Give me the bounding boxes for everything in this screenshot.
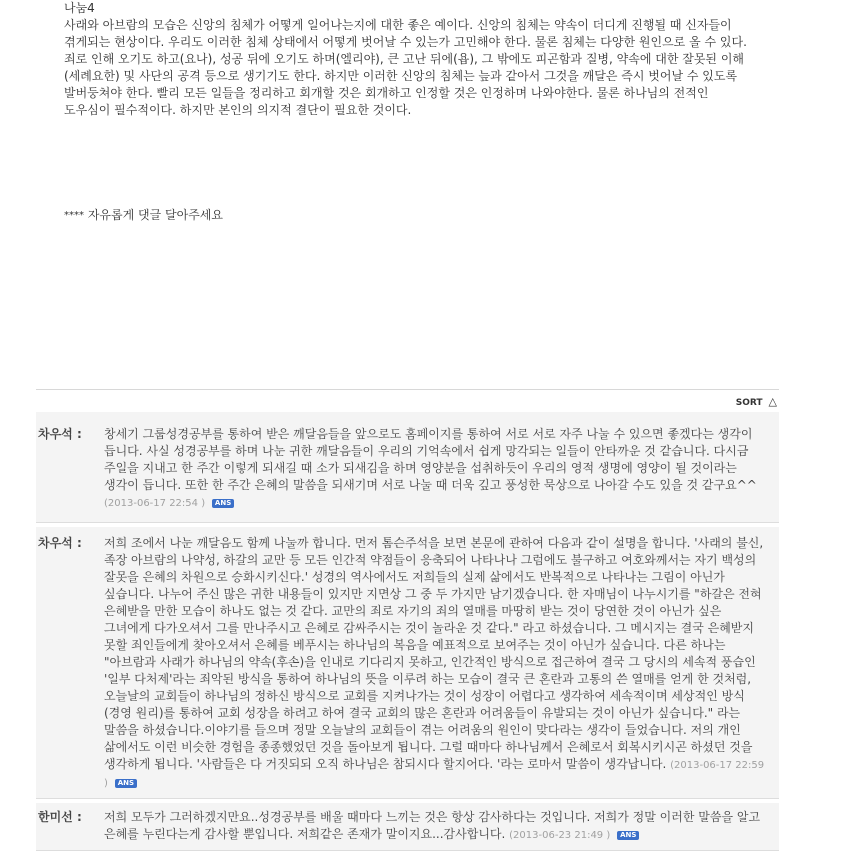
post-heading: 나눔4 xyxy=(64,1,95,15)
comment-date: (2013-06-17 22:59 ) xyxy=(104,760,765,789)
comment-text: 저희 조에서 나눈 깨달음도 함께 나눌까 합니다. 먼저 톰슨주석을 보면 본문에 관하여 다음과 같이 설명을 합니다. '사래의 불신, 족장 아브람의 나약성, 하갈의 교만 등 모든 인간적 약점들이 응축되어 나타나나 그럼에도 불구하고 여호와께서는 자기 백성의 잘못을 은혜의 차원으로 승화시키신다.' 성경의 역사에서도 저희들의 실제 삶에서도 반복적으로 나타나는 그림이 아닌가 싶습니다. 나누어 주신 많은 귀한 내용들이 있지만 지면상 그 중 두 가지만 남기겠습니다. 한 자매님이 나누시기를 "하갈은 전혀 은혜받을 만한 모습이 하나도 없는 것 같다. 교만의 죄로 자기의 죄의 열매를 마땅히 받는 것이 당연한 것이 아닌가 싶은 그녀에게 다가오셔서 그를 만나주시고 은혜로 감싸주시는 것이 놀라운 것 같다." 라고 하셨습니다. 그 메시지는 결국 은혜받지 못할 죄인들에게 찾아오셔서 은혜를 베푸시는 하나님의 복음을 예표적으로 보여주는 것이 아닌가 싶습니다. 다른 하나는 "아브람과 사래가 하나님의 약속(후손)을 인내로 기다리지 못하고, 인간적인 방식으로 접근하여 결국 그 당시의 세속적 풍습인 '일부 다처제'라는 죄악된 방식을 통하여 하나님의 뜻을 이루려 하는 모습이 결국 큰 혼란과 고통의 쓴 열매를 얻게 한 것처럼, 오늘날의 교회들이 하나님의 정하신 방식으로 교회를 지켜나가는 것이 성장이 어렵다고 생각하여 세속적이며 세상적인 방식(경영 원리)를 통하여 교회 성장을 하려고 하여 결국 교회의 많은 혼란과 어려움들이 유발되는 것이 아닌가 싶습니다." 라는 말씀을 하셨습니다.이야기를 들으며 정말 오늘날의 교회들이 겪는 어려움의 원인이 맞다라는 생각이 들었습니다. 저의 개인 삶에서도 이런 비슷한 경험을 종종했었던 것을 돌아보게 됩니다. 그럴 때마다 하나님께서 은혜로서 회복시키시곤 하셨던 것을 생각하게 됩니다. '사람들은 다 거짓되되 오직 하나님은 참되시다 할지어다. '라는 로마서 말씀이 생각납니다. xyxy=(104,536,764,771)
post-body: 사래와 아브람의 모습은 신앙의 침체가 어떻게 일어나는지에 대한 좋은 예이다. 신앙의 침체는 약속이 더디게 진행될 때 신자들이 겪게되는 현상이다. 우리도 이러한 침체 상태에서 어떻게 벗어날 수 있는가 고민해야 한다. 물론 침체는 다양한 원인으로 올 수 있다. 죄로 인해 오기도 하고(요나), 성공 뒤에 오기도 하며(엘리야), 큰 고난 뒤에(욥), 그 밖에도 피곤함과 질병, 약속에 대한 잘못된 이해(세례요한) 및 사단의 공격 등으로 생기기도 한다. 하지만 이러한 신앙의 침체는 늪과 같아서 그것을 깨달은 즉시 벗어날 수 있도록 발버둥쳐야 한다. 빨리 모든 일들을 정리하고 회개할 것은 회개하고 인정할 것은 인정하며 나와야한다. 물론 하나님의 전적인 도우심이 필수적이다. 하지만 본인의 의지적 결단이 필요한 것이다. xyxy=(64,18,747,117)
comment-item xyxy=(36,527,779,799)
invite-stars: **** xyxy=(64,210,84,221)
comment-author: 한미선 : xyxy=(38,810,82,824)
comment-text: 저희 모두가 그러하겠지만요..성경공부를 배울 때마다 느끼는 것은 항상 감사하다는 것입니다. 저희가 정말 이러한 말씀을 알고 은혜를 누린다는게 감사할 뿐입니다. 저희같은 존재가 말이지요...감사합니다. xyxy=(104,810,761,841)
sort-bar xyxy=(36,390,779,412)
post-content xyxy=(64,0,754,222)
comment-text: 창세기 그룹성경공부를 통하여 받은 깨달음들을 앞으로도 홈페이지를 통하여 서로 서로 자주 나눌 수 있으면 좋겠다는 생각이 듭니다. 사실 성경공부를 하며 나눈 귀한 깨달음들이 우리의 기억속에서 쉽게 망각되는 일들이 안타까운 것 같습니다. 다시금 주일을 지내고 한 주간 이렇게 되새길 때 소가 되새김을 하며 영양분을 섭취하듯이 우리의 영적 생명에 영양이 될 것이라는 생각이 듭니다. 또한 한 주간 은혜의 말씀을 되새기며 서로 나눌 때 더욱 깊고 풍성한 묵상으로 나아갈 수도 있을 것 같구요^^ xyxy=(104,427,757,492)
invite-text: 자유롭게 댓글 달아주세요 xyxy=(87,208,223,222)
comment-body xyxy=(104,535,779,792)
reply-button[interactable]: ANS xyxy=(115,779,137,788)
comment-section xyxy=(36,389,779,855)
comment-author: 차우석 : xyxy=(38,427,82,441)
comment-date: (2013-06-23 21:49 ) xyxy=(509,830,611,841)
comment-body xyxy=(104,809,779,844)
comment-item xyxy=(36,803,779,851)
sort-button[interactable]: SORT xyxy=(735,398,763,408)
reply-button[interactable]: ANS xyxy=(212,499,234,508)
triangle-up-icon[interactable]: △ xyxy=(768,395,777,408)
comment-invitation xyxy=(64,207,223,224)
comment-author: 차우석 : xyxy=(38,536,82,550)
comment-item xyxy=(36,412,779,523)
comment-body xyxy=(104,426,779,512)
comment-date: (2013-06-17 22:54 ) xyxy=(104,498,206,509)
reply-button[interactable]: ANS xyxy=(617,831,639,840)
